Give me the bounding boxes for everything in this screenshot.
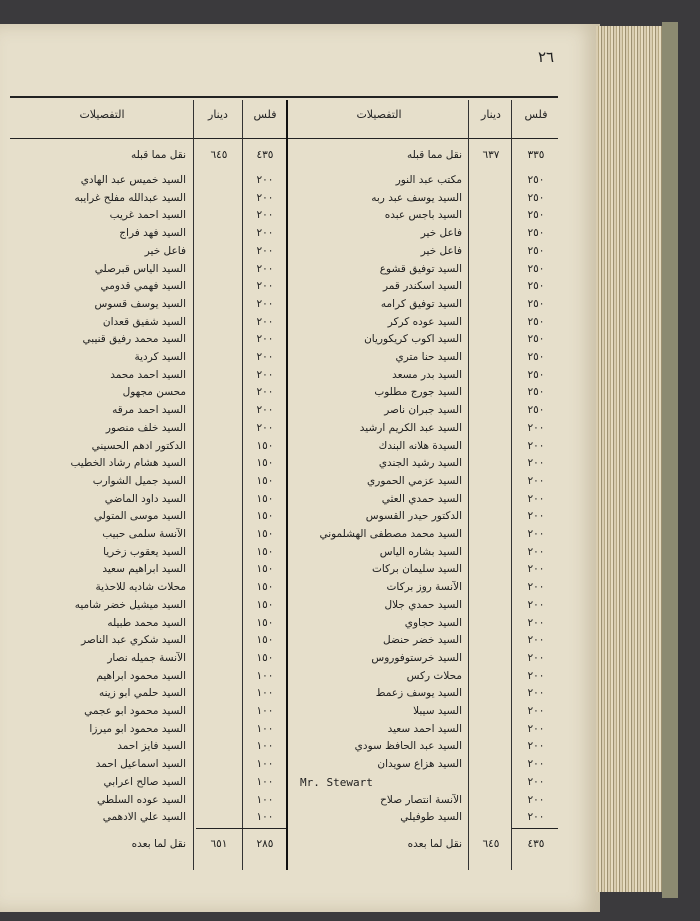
carried-in-label-right: نقل مما قبله (406, 149, 462, 161)
header-details-right: التفصيلات (356, 108, 402, 121)
header-fils-left: فلس (253, 108, 277, 121)
table-row-left (0, 174, 600, 193)
entry-name: السيد عزمي الحموري (367, 474, 462, 487)
table-row-left (0, 546, 600, 565)
entry-fils: ١٠٠ (256, 793, 274, 806)
entry-name: السيد اسماعيل احمد (95, 758, 186, 771)
entry-name: السيد جبران ناصر (384, 404, 462, 417)
table-row-left (0, 280, 600, 299)
entry-name: السيد خرستوفوروس (371, 651, 462, 664)
carried-out-dinar-right: ٦٤٥ (482, 838, 500, 850)
table-row-left (0, 386, 600, 405)
entry-fils: ٢٥٠ (527, 244, 545, 257)
entry-fils: ٢٠٠ (527, 510, 545, 523)
table-row-left (0, 493, 600, 512)
entry-fils: ٢٠٠ (527, 545, 545, 558)
table-row-left (0, 245, 600, 264)
entry-fils: ٢٠٠ (256, 174, 274, 186)
entry-name: السيد خميس عبد الهادي (80, 174, 186, 186)
table-row-left (0, 687, 600, 706)
table-row-left (0, 794, 600, 813)
entry-name: السيد هزاع سويدان (377, 758, 462, 771)
table-row-left (0, 263, 600, 282)
entry-name: الآنسة جميله نصار (107, 651, 186, 664)
table-row-left (0, 209, 600, 228)
entry-fils: ٢٠٠ (527, 581, 545, 594)
entry-name: السيد محمود ابو ميرزا (89, 722, 186, 735)
entry-name: السيد محمد رفيق قنيبي (82, 333, 186, 346)
entry-fils: ١٥٠ (256, 563, 274, 576)
entry-name: السيد باجس عبده (384, 209, 462, 222)
entry-name: السيد ابراهيم سعيد (102, 563, 186, 576)
carried-out-fils-left: ٢٨٥ (256, 838, 274, 850)
entry-fils: ٢٠٠ (527, 616, 545, 629)
entry-name: السيد سيبلا (413, 705, 462, 717)
entry-fils: ١٥٠ (256, 528, 274, 540)
entry-fils: ٢٠٠ (527, 439, 545, 452)
entry-name: السيد الياس قبرصلي (94, 262, 186, 275)
entry-fils: ٢٥٠ (527, 297, 545, 310)
entry-fils: ٢٠٠ (256, 191, 274, 204)
table-row-left (0, 617, 600, 636)
entry-fils: ٢٠٠ (256, 404, 274, 417)
entry-fils: ٢٠٠ (527, 669, 545, 682)
entry-name: محلات شاديه للاحذية (95, 581, 186, 594)
entry-fils: ١٠٠ (256, 669, 274, 682)
entry-name: الآنسة سلمى حبيب (102, 528, 186, 540)
entry-fils: ١٥٠ (256, 439, 274, 452)
table-row-left (0, 723, 600, 742)
entry-name: السيد بشاره الياس (379, 545, 462, 558)
entry-name: محلات ركس (406, 669, 462, 682)
entry-name: مكتب عبد النور (395, 174, 462, 186)
entry-fils: ٢٠٠ (256, 386, 274, 399)
entry-name: السيد يعقوب زخريا (103, 545, 186, 558)
entry-name: السيد خلف منصور (105, 421, 186, 434)
table-row-left (0, 599, 600, 618)
entry-name: الدكتور حيدر القسوس (365, 510, 462, 523)
entry-fils: ٢٠٠ (527, 421, 545, 434)
entry-name: السيد محمود ابراهيم (96, 669, 186, 682)
entry-fils: ٢٥٠ (527, 191, 545, 204)
entry-name: Mr. Stewart (300, 775, 373, 789)
carried-out-fils-right: ٤٣٥ (527, 838, 545, 850)
entry-fils: ٢٠٠ (256, 368, 274, 381)
table-row-left (0, 440, 600, 459)
entry-name: السيد طوفيلي (400, 811, 462, 824)
table-row-left (0, 776, 600, 795)
table-row-left (0, 758, 600, 777)
entry-name: السيد احمد غريب (109, 209, 186, 222)
carried-in-dinar-left: ٦٤٥ (210, 149, 228, 161)
table-row-left (0, 652, 600, 671)
entry-name: السيد احمد محمد (110, 368, 186, 381)
entry-name: السيد احمد مرقه (112, 404, 186, 417)
entry-fils: ١٥٠ (256, 634, 274, 647)
entry-fils: ٢٥٠ (527, 209, 545, 222)
table-row-left (0, 740, 600, 759)
entry-fils: ٢٠٠ (256, 351, 274, 363)
entry-name: السيد اكوب كريكوريان (364, 333, 462, 346)
table-row-left (0, 404, 600, 423)
table-row-left (0, 705, 600, 724)
entry-name: السيدة هلانه البندك (378, 439, 462, 452)
entry-fils: ٢٠٠ (527, 492, 545, 505)
header-bottom-rule (10, 138, 558, 139)
entry-fils: ١٥٠ (256, 492, 274, 505)
entry-fils: ٢٠٠ (527, 598, 545, 611)
entry-name: السيد خضر حنضل (383, 634, 462, 647)
table-row-left (0, 192, 600, 211)
entry-name: السيد حلمي ابو زينه (98, 687, 186, 700)
entry-fils: ١٠٠ (256, 705, 274, 717)
entry-fils: ٢٠٠ (527, 740, 545, 753)
header-dinar-right: دينار (481, 108, 501, 121)
entry-fils: ٢٥٠ (527, 368, 545, 381)
entry-fils: ٢٠٠ (527, 474, 545, 487)
entry-fils: ١٥٠ (256, 510, 274, 523)
entry-name: السيد شكري عبد الناصر (81, 634, 186, 647)
table-row-left (0, 581, 600, 600)
entry-name: السيد احمد سعيد (387, 722, 462, 735)
table-row-left (0, 510, 600, 529)
carried-in-row-left (0, 149, 600, 168)
carried-out-row-left (0, 838, 600, 857)
table-row-left (0, 670, 600, 689)
carried-in-dinar-right: ٦٣٧ (482, 149, 500, 161)
entry-fils: ٢٠٠ (527, 457, 545, 470)
entry-fils: ٢٥٠ (527, 315, 545, 328)
entry-fils: ١٠٠ (256, 811, 274, 824)
header-fils-right: فلس (524, 108, 548, 121)
entry-fils: ٢٠٠ (527, 705, 545, 717)
entry-name: السيد يوسف عبد ربه (371, 191, 462, 204)
header-details-left: التفصيلات (79, 108, 125, 121)
entry-fils: ٢٠٠ (527, 651, 545, 664)
total-rule-left (196, 828, 286, 829)
table-row-left (0, 351, 600, 370)
entry-name: السيد عوده كركر (387, 315, 462, 328)
entry-name: فاعل خير (144, 244, 186, 257)
entry-name: الدكتور ادهم الحسيني (91, 439, 186, 452)
entry-name: السيد بدر مسعد (392, 368, 462, 381)
carried-out-label-right: نقل لما بعده (407, 838, 462, 850)
entry-fils: ٢٠٠ (256, 280, 274, 293)
entry-fils: ٢٠٠ (527, 634, 545, 647)
entry-name: السيد حجاوي (404, 616, 462, 629)
carried-out-label-left: نقل لما بعده (131, 838, 186, 850)
entry-name: السيد حمدي العثي (381, 492, 462, 505)
entry-fils: ٢٠٠ (256, 421, 274, 434)
entry-name: السيد توفيق كرامه (380, 297, 462, 310)
entry-fils: ١٠٠ (256, 740, 274, 753)
entry-name: السيد عبدالله مفلح غرايبه (74, 191, 186, 204)
entry-name: السيد حمدي جلال (384, 598, 462, 611)
entry-name: الآنسة انتصار صلاح (380, 793, 462, 806)
carried-in-fils-right: ٣٣٥ (527, 149, 545, 161)
entry-name: السيد فايز احمد (117, 740, 186, 753)
carried-in-label-left: نقل مما قبله (130, 149, 186, 161)
entry-name: السيد فهد فراج (119, 227, 186, 240)
entry-name: السيد عبد الكريم ارشيد (359, 421, 462, 434)
table-row-left (0, 457, 600, 476)
entry-fils: ١٠٠ (256, 775, 274, 788)
entry-fils: ١٥٠ (256, 581, 274, 594)
entry-name: السيد يوسف قسوس (94, 297, 186, 310)
entry-fils: ٢٥٠ (527, 351, 545, 363)
entry-name: السيد داود الماضي (104, 492, 186, 505)
entry-fils: ٢٠٠ (256, 227, 274, 240)
entry-fils: ٢٥٠ (527, 227, 545, 240)
entry-fils: ١٥٠ (256, 616, 274, 629)
entry-name: السيد توفيق قشوع (379, 262, 462, 275)
entry-fils: ١٠٠ (256, 758, 274, 771)
table-row-left (0, 316, 600, 335)
entry-fils: ٢٠٠ (256, 244, 274, 257)
entry-fils: ١٥٠ (256, 598, 274, 611)
page-number: ٢٦ (538, 48, 555, 66)
entry-fils: ١٥٠ (256, 457, 274, 470)
table-row-left (0, 333, 600, 352)
entry-name: السيد عبد الحافظ سودي (354, 740, 462, 753)
table-row-left (0, 563, 600, 582)
entry-name: السيد كردية (134, 351, 186, 363)
entry-name: محسن مجهول (122, 386, 186, 399)
entry-name: السيد جميل الشوارب (92, 474, 186, 487)
entry-name: السيد موسى المتولي (93, 510, 186, 523)
entry-name: السيد شفيق قعدان (102, 315, 186, 328)
entry-fils: ٢٠٠ (527, 722, 545, 735)
page-edges (596, 26, 668, 892)
entry-name: السيد ميشيل خضر شاميه (74, 598, 186, 611)
table-row-left (0, 369, 600, 388)
entry-fils: ٢٠٠ (527, 687, 545, 700)
entry-name: فاعل خير (420, 227, 462, 240)
entry-name: فاعل خير (420, 244, 462, 257)
entry-fils: ٢٥٠ (527, 386, 545, 399)
entry-name: السيد رشيد الجندي (378, 457, 462, 470)
entry-name: السيد حنا متري (395, 351, 462, 363)
entry-fils: ٢٥٠ (527, 262, 545, 275)
table-row-left (0, 475, 600, 494)
entry-name: السيد محمد طبيله (107, 616, 186, 629)
entry-fils: ١٥٠ (256, 651, 274, 664)
table-row-left (0, 528, 600, 547)
entry-fils: ٢٥٠ (527, 333, 545, 346)
entry-fils: ٢٥٠ (527, 404, 545, 417)
table-row-left (0, 422, 600, 441)
entry-name: السيد علي الادهمي (102, 811, 186, 824)
header-dinar-left: دينار (208, 108, 228, 121)
entry-name: السيد محمود ابو عجمي (84, 705, 186, 717)
entry-fils: ١٠٠ (256, 722, 274, 735)
entry-fils: ٢٠٠ (527, 775, 545, 788)
header-top-rule (10, 96, 558, 98)
entry-fils: ١٥٠ (256, 545, 274, 558)
entry-fils: ٢٥٠ (527, 174, 545, 186)
carried-in-fils-left: ٤٣٥ (256, 149, 274, 161)
entry-fils: ٢٠٠ (527, 528, 545, 540)
entry-name: السيد صالح اعرابي (103, 775, 186, 788)
total-rule-right (512, 828, 558, 829)
entry-fils: ٢٠٠ (256, 209, 274, 222)
entry-name: السيد جورج مطلوب (374, 386, 462, 399)
entry-fils: ٢٠٠ (527, 758, 545, 771)
entry-name: السيد محمد مصطفى الهشلموني (319, 528, 462, 540)
entry-fils: ١٠٠ (256, 687, 274, 700)
entry-name: السيد عوده السلطي (96, 793, 186, 806)
entry-name: السيد سليمان بركات (371, 563, 462, 576)
table-row-left (0, 298, 600, 317)
table-row-left (0, 227, 600, 246)
entry-fils: ٢٠٠ (256, 315, 274, 328)
entry-fils: ٢٠٠ (256, 333, 274, 346)
entry-fils: ٢٠٠ (527, 563, 545, 576)
book-cover-edge (662, 22, 678, 898)
entry-fils: ٢٥٠ (527, 280, 545, 293)
entry-name: السيد يوسف زعمط (375, 687, 462, 700)
entry-fils: ٢٠٠ (527, 793, 545, 806)
entry-name: السيد هشام رشاد الخطيب (70, 457, 186, 470)
entry-fils: ٢٠٠ (256, 262, 274, 275)
table-row-left (0, 634, 600, 653)
entry-name: السيد فهمي قدومي (100, 280, 186, 293)
entry-name: السيد اسكندر قمر (383, 280, 462, 293)
carried-out-dinar-left: ٦٥١ (210, 838, 228, 850)
entry-fils: ٢٠٠ (256, 297, 274, 310)
entry-name: الآنسة روز بركات (386, 581, 462, 594)
entry-fils: ٢٠٠ (527, 811, 545, 824)
table-row-left (0, 811, 600, 830)
entry-fils: ١٥٠ (256, 474, 274, 487)
